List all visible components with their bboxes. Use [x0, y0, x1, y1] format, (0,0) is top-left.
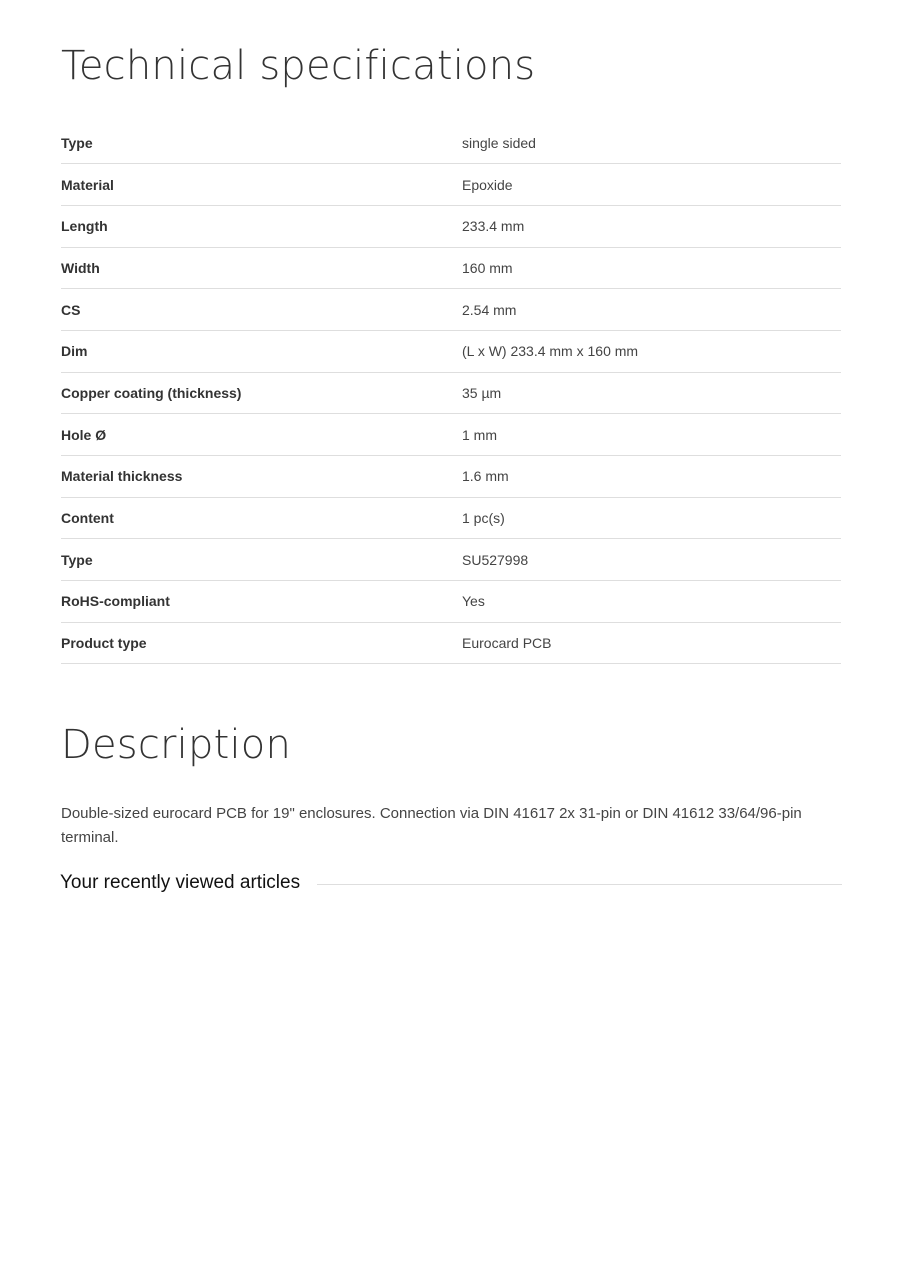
spec-row [61, 247, 841, 289]
spec-value: Epoxide [462, 176, 513, 193]
spec-row [61, 497, 841, 539]
spec-label: Width [61, 259, 100, 276]
spec-value: 1.6 mm [462, 468, 509, 485]
spec-value: single sided [462, 134, 536, 151]
divider [317, 884, 842, 885]
recently-viewed-title: Your recently viewed articles [60, 872, 301, 893]
spec-row [61, 581, 841, 623]
description-text: Double-sized eurocard PCB for 19" enclosures. Connection via DIN 41617 2x 31-pin or DIN 41612 33/64/96-pin terminal. [61, 805, 802, 846]
spec-value: 160 mm [462, 259, 513, 276]
spec-row [61, 622, 841, 664]
spec-row [61, 289, 841, 331]
spec-value: Yes [462, 593, 485, 610]
spec-row [61, 456, 841, 498]
spec-value: (L x W) 233.4 mm x 160 mm [462, 343, 639, 360]
spec-value: 233.4 mm [462, 218, 525, 235]
spec-label: Material thickness [61, 468, 183, 485]
technical-specifications-heading: Technical specifications [61, 43, 536, 89]
spec-value: Eurocard PCB [462, 635, 552, 652]
spec-value: 2.54 mm [462, 301, 517, 318]
spec-label: Type [61, 134, 93, 151]
spec-row [61, 414, 841, 456]
recently-viewed-section [60, 868, 842, 898]
spec-label: Dim [61, 343, 88, 360]
specifications-table [61, 122, 841, 664]
spec-value: SU527998 [462, 551, 529, 568]
spec-label: Hole Ø [61, 426, 107, 443]
spec-value: 1 pc(s) [462, 510, 505, 527]
spec-row [61, 122, 841, 164]
spec-label: Length [61, 218, 108, 235]
spec-row [61, 372, 841, 414]
spec-label: Type [61, 551, 93, 568]
spec-value: 35 µm [462, 384, 502, 401]
spec-row [61, 164, 841, 206]
spec-label: Content [61, 510, 114, 527]
spec-row [61, 330, 841, 372]
spec-row [61, 205, 841, 247]
spec-value: 1 mm [462, 426, 497, 443]
spec-label: RoHS-compliant [61, 593, 170, 610]
description-heading: Description [61, 722, 292, 768]
spec-label: Copper coating (thickness) [61, 384, 242, 401]
spec-label: Material [61, 176, 114, 193]
spec-label: CS [61, 301, 81, 318]
spec-row [61, 539, 841, 581]
spec-label: Product type [61, 635, 147, 652]
